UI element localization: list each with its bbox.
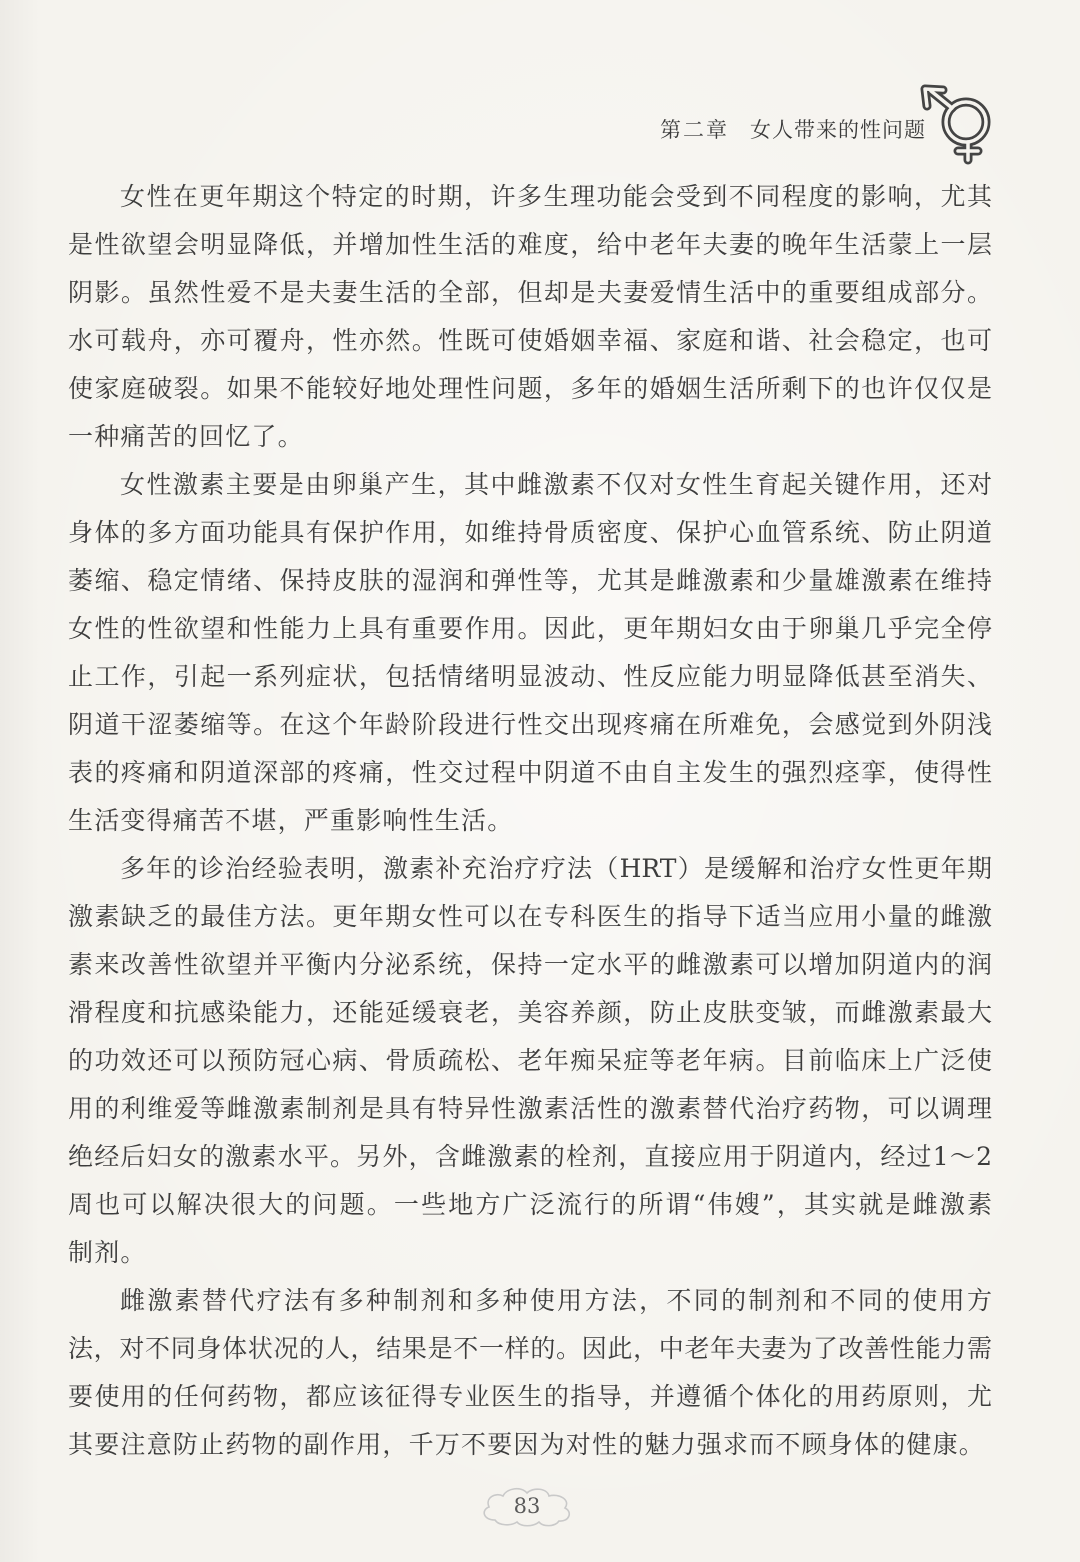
text-line: 女性在更年期这个特定的时期，许多生理功能会受到不同程度的影响，尤其 bbox=[120, 182, 992, 211]
text-line: 生活变得痛苦不堪，严重影响性生活。 bbox=[68, 806, 514, 835]
text-line: 雌激素替代疗法有多种制剂和多种使用方法，不同的制剂和不同的使用方 bbox=[120, 1286, 992, 1315]
text-line: 阴影。虽然性爱不是夫妻生活的全部，但却是夫妻爱情生活中的重要组成部分。 bbox=[68, 278, 992, 307]
paragraph-1 bbox=[68, 173, 992, 461]
text-line: 是性欲望会明显降低，并增加性生活的难度，给中老年夫妻的晚年生活蒙上一层 bbox=[68, 230, 992, 259]
text-line: 激素缺乏的最佳方法。更年期女性可以在专科医生的指导下适当应用小量的雌激 bbox=[68, 902, 992, 931]
text-line: 女性激素主要是由卵巢产生，其中雌激素不仅对女性生育起关键作用，还对 bbox=[120, 470, 992, 499]
text-line: 表的疼痛和阴道深部的疼痛，性交过程中阴道不由自主发生的强烈痉挛，使得性 bbox=[68, 758, 992, 787]
text-line: 素来改善性欲望并平衡内分泌系统，保持一定水平的雌激素可以增加阴道内的润 bbox=[68, 950, 992, 979]
paragraph-4 bbox=[68, 1277, 992, 1469]
text-line: 的功效还可以预防冠心病、骨质疏松、老年痴呆症等老年病。目前临床上广泛使 bbox=[68, 1046, 992, 1075]
chapter-title: 女人带来的性问题 bbox=[750, 118, 926, 142]
running-header bbox=[640, 114, 930, 146]
text-line: 身体的多方面功能具有保护作用，如维持骨质密度、保护心血管系统、防止阴道 bbox=[68, 518, 992, 547]
page-number-text: 83 bbox=[513, 1494, 541, 1518]
paragraph-2 bbox=[68, 461, 992, 845]
body-text bbox=[68, 173, 992, 1469]
text-line: 一种痛苦的回忆了。 bbox=[68, 422, 304, 451]
chapter-label: 第二章 bbox=[660, 118, 729, 142]
text-line: 女性的性欲望和性能力上具有重要作用。因此，更年期妇女由于卵巢几乎完全停 bbox=[68, 614, 992, 643]
text-line: 使家庭破裂。如果不能较好地处理性问题，多年的婚姻生活所剩下的也许仅仅是 bbox=[68, 374, 992, 403]
text-line: 周也可以解决很大的问题。一些地方广泛流行的所谓“伟嫂”，其实就是雌激素 bbox=[68, 1190, 992, 1219]
text-line: 阴道干涩萎缩等。在这个年龄阶段进行性交出现疼痛在所难免，会感觉到外阴浅 bbox=[68, 710, 992, 739]
text-line: 止工作，引起一系列症状，包括情绪明显波动、性反应能力明显降低甚至消失、 bbox=[68, 662, 992, 691]
gender-symbol-icon bbox=[918, 84, 1002, 166]
text-line: 其要注意防止药物的副作用，千万不要因为对性的魅力强求而不顾身体的健康。 bbox=[68, 1430, 986, 1459]
text-line: 萎缩、稳定情绪、保持皮肤的湿润和弹性等，尤其是雌激素和少量雄激素在维持 bbox=[68, 566, 992, 595]
text-line: 要使用的任何药物，都应该征得专业医生的指导，并遵循个体化的用药原则，尤 bbox=[68, 1382, 992, 1411]
text-line: 滑程度和抗感染能力，还能延缓衰老，美容养颜，防止皮肤变皱，而雌激素最大 bbox=[68, 998, 992, 1027]
text-line: 绝经后妇女的激素水平。另外，含雌激素的栓剂，直接应用于阴道内，经过1～2 bbox=[68, 1142, 992, 1171]
page-number bbox=[477, 1484, 577, 1528]
text-line: 用的利维爱等雌激素制剂是具有特异性激素活性的激素替代治疗药物，可以调理 bbox=[68, 1094, 992, 1123]
paragraph-3 bbox=[68, 845, 992, 1277]
text-line: 水可载舟，亦可覆舟，性亦然。性既可使婚姻幸福、家庭和谐、社会稳定，也可 bbox=[68, 326, 992, 355]
text-line: 制剂。 bbox=[68, 1238, 147, 1267]
text-line: 多年的诊治经验表明，激素补充治疗疗法（HRT）是缓解和治疗女性更年期 bbox=[120, 854, 992, 883]
text-line: 法，对不同身体状况的人，结果是不一样的。因此，中老年夫妻为了改善性能力需 bbox=[68, 1334, 992, 1363]
